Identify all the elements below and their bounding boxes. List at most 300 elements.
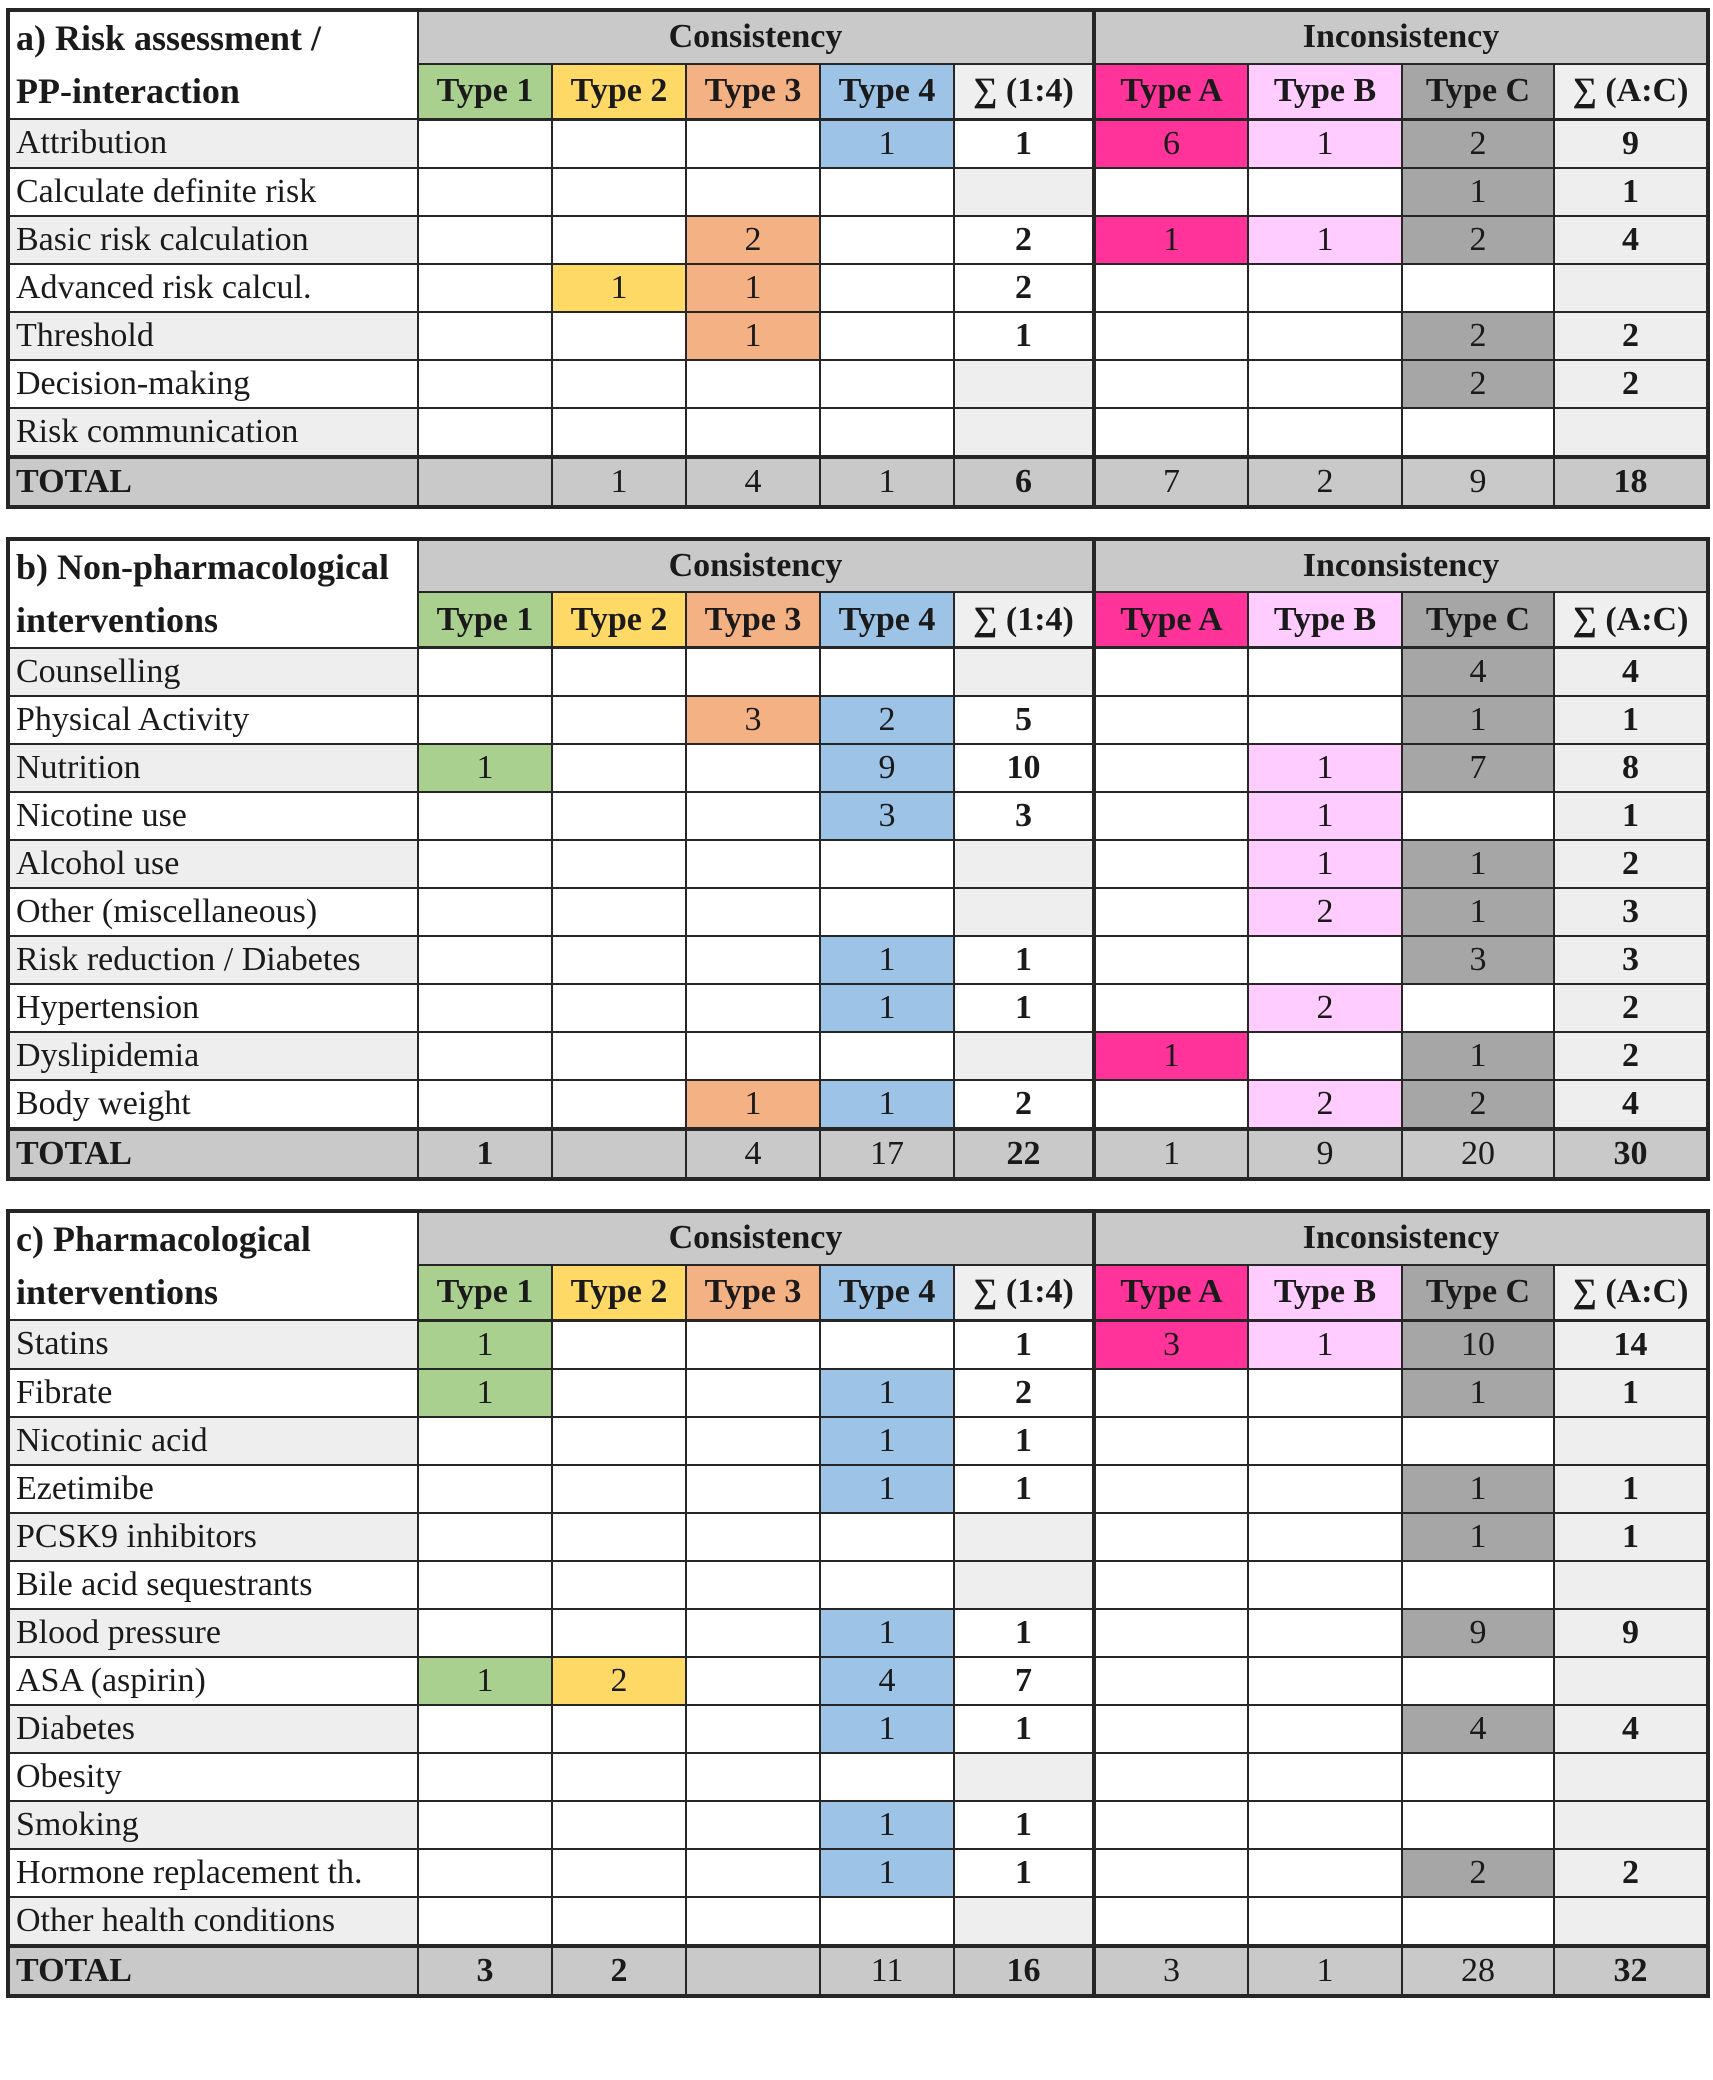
cell-type-1: [418, 888, 552, 936]
total-type-a: 3: [1094, 1946, 1248, 1996]
cell-type-2: [552, 360, 686, 408]
cell-type-2: [552, 792, 686, 840]
total-type-c: 20: [1402, 1129, 1554, 1179]
cell-type-3: [686, 1705, 820, 1753]
cell-sum-a-c: 4: [1554, 1705, 1708, 1753]
column-header-type-4: Type 4: [820, 64, 954, 119]
cell-type-b: [1248, 1609, 1402, 1657]
cell-type-c: 1: [1402, 1032, 1554, 1080]
cell-type-4: 3: [820, 792, 954, 840]
cell-type-c: [1402, 1657, 1554, 1705]
cell-type-3: [686, 1897, 820, 1946]
row-label: Dyslipidemia: [8, 1032, 418, 1080]
cell-sum-1-4: [954, 1032, 1094, 1080]
cell-type-3: [686, 792, 820, 840]
cell-type-c: 7: [1402, 744, 1554, 792]
table-row: [8, 1369, 1708, 1417]
cell-type-1: [418, 168, 552, 216]
cell-type-1: [418, 216, 552, 264]
section-table-b: [6, 537, 1710, 1182]
total-type-b: 1: [1248, 1946, 1402, 1996]
cell-type-c: 3: [1402, 936, 1554, 984]
column-header-type-4: Type 4: [820, 1265, 954, 1320]
cell-type-c: 1: [1402, 1513, 1554, 1561]
section-title-line: PP-interaction: [16, 71, 240, 111]
cell-type-3: 2: [686, 216, 820, 264]
cell-sum-a-c: 2: [1554, 312, 1708, 360]
section-title-line: c) Pharmacological: [16, 1219, 311, 1259]
inconsistency-header: Inconsistency: [1094, 539, 1708, 593]
cell-type-b: 1: [1248, 744, 1402, 792]
cell-sum-1-4: [954, 1561, 1094, 1609]
cell-type-1: [418, 984, 552, 1032]
cell-type-1: [418, 696, 552, 744]
cell-type-b: [1248, 264, 1402, 312]
cell-sum-a-c: 2: [1554, 360, 1708, 408]
total-sum-1-4: 22: [954, 1129, 1094, 1179]
row-label: Threshold: [8, 312, 418, 360]
cell-type-2: [552, 1320, 686, 1369]
cell-sum-a-c: 9: [1554, 1609, 1708, 1657]
column-header-type-3: Type 3: [686, 64, 820, 119]
cell-type-3: [686, 648, 820, 697]
cell-type-b: 2: [1248, 888, 1402, 936]
cell-type-4: [820, 168, 954, 216]
total-type-3: 4: [686, 1129, 820, 1179]
cell-type-4: [820, 1561, 954, 1609]
cell-type-b: [1248, 696, 1402, 744]
table-row: [8, 792, 1708, 840]
cell-type-b: [1248, 1705, 1402, 1753]
cell-sum-1-4: 10: [954, 744, 1094, 792]
table-row: [8, 648, 1708, 697]
total-type-4: 17: [820, 1129, 954, 1179]
cell-type-2: [552, 1801, 686, 1849]
cell-type-2: [552, 936, 686, 984]
cell-type-1: [418, 1849, 552, 1897]
total-sum-1-4: 16: [954, 1946, 1094, 1996]
cell-type-c: 2: [1402, 360, 1554, 408]
total-type-c: 9: [1402, 457, 1554, 507]
total-type-2: 1: [552, 457, 686, 507]
cell-sum-1-4: 1: [954, 1849, 1094, 1897]
cell-sum-a-c: [1554, 1753, 1708, 1801]
cell-type-4: 1: [820, 1849, 954, 1897]
cell-type-1: [418, 648, 552, 697]
cell-type-2: 1: [552, 264, 686, 312]
cell-type-3: [686, 1465, 820, 1513]
cell-type-c: [1402, 1417, 1554, 1465]
cell-type-3: [686, 1561, 820, 1609]
section-title: [8, 1211, 418, 1320]
cell-type-a: [1094, 1753, 1248, 1801]
cell-type-a: [1094, 1657, 1248, 1705]
cell-type-b: 2: [1248, 1080, 1402, 1129]
row-label: Calculate definite risk: [8, 168, 418, 216]
column-header-type-2: Type 2: [552, 64, 686, 119]
cell-sum-a-c: 1: [1554, 168, 1708, 216]
cell-type-3: [686, 1753, 820, 1801]
cell-type-4: 1: [820, 1705, 954, 1753]
cell-type-a: 1: [1094, 1032, 1248, 1080]
cell-type-a: [1094, 1369, 1248, 1417]
cell-type-c: 1: [1402, 696, 1554, 744]
row-label: Risk communication: [8, 408, 418, 457]
section-table-a: [6, 8, 1710, 509]
column-header-type-a: Type A: [1094, 1265, 1248, 1320]
table-row: [8, 1465, 1708, 1513]
cell-sum-1-4: 2: [954, 264, 1094, 312]
column-header-sum-1-4: ∑ (1:4): [954, 592, 1094, 647]
cell-sum-1-4: 5: [954, 696, 1094, 744]
column-header-sum-a-c: ∑ (A:C): [1554, 1265, 1708, 1320]
column-header-type-c: Type C: [1402, 64, 1554, 119]
cell-type-4: [820, 264, 954, 312]
row-label: Nutrition: [8, 744, 418, 792]
total-sum-a-c: 32: [1554, 1946, 1708, 1996]
cell-type-2: [552, 984, 686, 1032]
cell-type-a: 6: [1094, 119, 1248, 168]
cell-type-3: [686, 1657, 820, 1705]
cell-type-c: 2: [1402, 119, 1554, 168]
cell-type-2: [552, 1849, 686, 1897]
cell-sum-1-4: [954, 1513, 1094, 1561]
cell-sum-a-c: 4: [1554, 648, 1708, 697]
cell-sum-1-4: 3: [954, 792, 1094, 840]
cell-type-c: [1402, 792, 1554, 840]
cell-type-1: [418, 936, 552, 984]
table-row: [8, 119, 1708, 168]
column-header-type-1: Type 1: [418, 1265, 552, 1320]
cell-type-1: 1: [418, 1369, 552, 1417]
total-row: [8, 1946, 1708, 1996]
cell-type-b: 2: [1248, 984, 1402, 1032]
cell-type-c: 2: [1402, 312, 1554, 360]
total-sum-a-c: 18: [1554, 457, 1708, 507]
row-label: Hypertension: [8, 984, 418, 1032]
table-row: [8, 744, 1708, 792]
cell-type-c: [1402, 264, 1554, 312]
table-row: [8, 312, 1708, 360]
cell-type-3: [686, 936, 820, 984]
row-label: Diabetes: [8, 1705, 418, 1753]
cell-type-c: 1: [1402, 1465, 1554, 1513]
row-label: Basic risk calculation: [8, 216, 418, 264]
column-header-type-2: Type 2: [552, 1265, 686, 1320]
cell-type-a: [1094, 1417, 1248, 1465]
column-header-type-a: Type A: [1094, 592, 1248, 647]
cell-type-2: [552, 1465, 686, 1513]
row-label: Alcohol use: [8, 840, 418, 888]
cell-sum-1-4: [954, 1753, 1094, 1801]
cell-type-b: [1248, 1801, 1402, 1849]
table-row: [8, 696, 1708, 744]
section-title-line: interventions: [16, 1272, 218, 1312]
cell-sum-a-c: 1: [1554, 792, 1708, 840]
cell-type-3: 1: [686, 312, 820, 360]
cell-type-1: [418, 1032, 552, 1080]
total-type-4: 1: [820, 457, 954, 507]
consistency-header: Consistency: [418, 10, 1094, 64]
cell-type-4: 1: [820, 1369, 954, 1417]
cell-sum-1-4: 1: [954, 1609, 1094, 1657]
cell-type-b: [1248, 648, 1402, 697]
section-title: [8, 10, 418, 119]
cell-sum-a-c: 3: [1554, 888, 1708, 936]
cell-sum-1-4: [954, 168, 1094, 216]
table-row: [8, 408, 1708, 457]
cell-type-1: [418, 792, 552, 840]
cell-type-b: [1248, 168, 1402, 216]
cell-type-a: [1094, 1561, 1248, 1609]
column-header-type-a: Type A: [1094, 64, 1248, 119]
cell-type-4: 1: [820, 1417, 954, 1465]
row-label: Hormone replacement th.: [8, 1849, 418, 1897]
cell-sum-a-c: 1: [1554, 1465, 1708, 1513]
cell-type-1: [418, 1417, 552, 1465]
cell-type-b: [1248, 408, 1402, 457]
cell-sum-a-c: [1554, 408, 1708, 457]
cell-type-c: 9: [1402, 1609, 1554, 1657]
cell-sum-a-c: 2: [1554, 1849, 1708, 1897]
cell-type-2: [552, 696, 686, 744]
cell-type-2: [552, 744, 686, 792]
cell-type-1: [418, 1753, 552, 1801]
total-row: [8, 1129, 1708, 1179]
cell-type-1: 1: [418, 1657, 552, 1705]
cell-type-1: [418, 312, 552, 360]
table-row: [8, 264, 1708, 312]
cell-type-2: [552, 1417, 686, 1465]
column-header-type-3: Type 3: [686, 592, 820, 647]
cell-type-4: [820, 408, 954, 457]
total-type-2: 2: [552, 1946, 686, 1996]
total-label: TOTAL: [8, 1129, 418, 1179]
cell-sum-1-4: [954, 1897, 1094, 1946]
cell-type-a: [1094, 168, 1248, 216]
cell-type-2: [552, 1753, 686, 1801]
total-sum-a-c: 30: [1554, 1129, 1708, 1179]
cell-type-4: [820, 1753, 954, 1801]
cell-type-1: [418, 1080, 552, 1129]
cell-type-b: [1248, 1897, 1402, 1946]
cell-sum-1-4: 1: [954, 1801, 1094, 1849]
cell-sum-a-c: 14: [1554, 1320, 1708, 1369]
cell-sum-1-4: 1: [954, 1705, 1094, 1753]
cell-sum-1-4: [954, 840, 1094, 888]
cell-type-c: [1402, 1561, 1554, 1609]
cell-type-3: [686, 1801, 820, 1849]
cell-type-1: [418, 840, 552, 888]
cell-type-1: [418, 1513, 552, 1561]
cell-type-2: [552, 1609, 686, 1657]
cell-sum-a-c: 1: [1554, 1513, 1708, 1561]
cell-type-2: [552, 168, 686, 216]
cell-sum-a-c: 2: [1554, 984, 1708, 1032]
cell-type-1: [418, 360, 552, 408]
cell-type-a: [1094, 840, 1248, 888]
cell-type-3: [686, 1320, 820, 1369]
column-header-type-b: Type B: [1248, 592, 1402, 647]
total-type-a: 1: [1094, 1129, 1248, 1179]
cell-type-b: [1248, 1753, 1402, 1801]
cell-type-2: [552, 1513, 686, 1561]
cell-type-1: [418, 1801, 552, 1849]
cell-sum-a-c: 4: [1554, 216, 1708, 264]
cell-sum-a-c: 2: [1554, 1032, 1708, 1080]
table-row: [8, 1657, 1708, 1705]
table-row: [8, 840, 1708, 888]
cell-sum-1-4: [954, 648, 1094, 697]
cell-type-3: [686, 1849, 820, 1897]
cell-type-b: [1248, 936, 1402, 984]
row-label: ASA (aspirin): [8, 1657, 418, 1705]
row-label: Risk reduction / Diabetes: [8, 936, 418, 984]
cell-type-3: [686, 1032, 820, 1080]
cell-type-c: 1: [1402, 840, 1554, 888]
cell-type-3: [686, 888, 820, 936]
cell-type-4: [820, 1032, 954, 1080]
cell-sum-a-c: 3: [1554, 936, 1708, 984]
cell-sum-1-4: 1: [954, 1320, 1094, 1369]
table-row: [8, 1897, 1708, 1946]
cell-sum-a-c: [1554, 264, 1708, 312]
cell-type-3: [686, 1513, 820, 1561]
cell-type-4: 4: [820, 1657, 954, 1705]
cell-type-1: [418, 264, 552, 312]
cell-type-3: 3: [686, 696, 820, 744]
cell-type-4: [820, 1320, 954, 1369]
table-row: [8, 1705, 1708, 1753]
cell-sum-a-c: [1554, 1657, 1708, 1705]
cell-type-a: [1094, 984, 1248, 1032]
table-row: [8, 1080, 1708, 1129]
cell-type-3: [686, 1417, 820, 1465]
row-label: Smoking: [8, 1801, 418, 1849]
consistency-header: Consistency: [418, 1211, 1094, 1265]
cell-sum-1-4: [954, 360, 1094, 408]
cell-type-b: [1248, 1417, 1402, 1465]
cell-type-c: 1: [1402, 888, 1554, 936]
row-label: Blood pressure: [8, 1609, 418, 1657]
cell-type-b: 1: [1248, 792, 1402, 840]
row-label: Counselling: [8, 648, 418, 697]
cell-type-4: [820, 1897, 954, 1946]
cell-type-4: 1: [820, 984, 954, 1032]
inconsistency-header: Inconsistency: [1094, 10, 1708, 64]
cell-sum-a-c: 1: [1554, 696, 1708, 744]
cell-type-b: [1248, 360, 1402, 408]
cell-type-2: [552, 1369, 686, 1417]
cell-type-a: 1: [1094, 216, 1248, 264]
cell-type-2: [552, 648, 686, 697]
total-label: TOTAL: [8, 457, 418, 507]
cell-type-1: [418, 1561, 552, 1609]
cell-sum-1-4: 1: [954, 119, 1094, 168]
cell-type-2: [552, 1080, 686, 1129]
cell-type-1: [418, 1609, 552, 1657]
column-header-type-c: Type C: [1402, 1265, 1554, 1320]
row-label: Bile acid sequestrants: [8, 1561, 418, 1609]
cell-type-4: [820, 840, 954, 888]
cell-sum-1-4: [954, 408, 1094, 457]
cell-type-2: [552, 119, 686, 168]
row-label: Other (miscellaneous): [8, 888, 418, 936]
cell-type-c: [1402, 1801, 1554, 1849]
cell-type-2: [552, 1705, 686, 1753]
cell-sum-1-4: 1: [954, 984, 1094, 1032]
cell-type-4: [820, 1513, 954, 1561]
cell-type-3: [686, 1369, 820, 1417]
section-title-line: interventions: [16, 599, 218, 640]
total-type-4: 11: [820, 1946, 954, 1996]
total-type-1: 3: [418, 1946, 552, 1996]
table-row: [8, 1561, 1708, 1609]
cell-type-a: [1094, 1465, 1248, 1513]
cell-type-3: [686, 168, 820, 216]
cell-sum-a-c: 9: [1554, 119, 1708, 168]
cell-type-1: [418, 1897, 552, 1946]
table-row: [8, 1320, 1708, 1369]
table-row: [8, 1801, 1708, 1849]
cell-type-a: [1094, 1801, 1248, 1849]
cell-sum-1-4: 1: [954, 1417, 1094, 1465]
cell-type-4: [820, 648, 954, 697]
cell-type-2: [552, 888, 686, 936]
column-header-sum-1-4: ∑ (1:4): [954, 1265, 1094, 1320]
table-row: [8, 1032, 1708, 1080]
cell-sum-1-4: 2: [954, 1369, 1094, 1417]
cell-sum-1-4: 7: [954, 1657, 1094, 1705]
cell-sum-a-c: [1554, 1801, 1708, 1849]
cell-type-2: [552, 216, 686, 264]
row-label: Other health conditions: [8, 1897, 418, 1946]
total-type-2: [552, 1129, 686, 1179]
total-sum-1-4: 6: [954, 457, 1094, 507]
column-header-type-c: Type C: [1402, 592, 1554, 647]
table-row: [8, 1849, 1708, 1897]
table-row: [8, 216, 1708, 264]
cell-type-c: [1402, 408, 1554, 457]
row-label: Ezetimibe: [8, 1465, 418, 1513]
cell-type-4: 1: [820, 936, 954, 984]
cell-type-4: [820, 360, 954, 408]
section-title-line: a) Risk assessment /: [16, 18, 322, 58]
cell-sum-a-c: [1554, 1561, 1708, 1609]
total-type-a: 7: [1094, 457, 1248, 507]
cell-type-a: [1094, 408, 1248, 457]
cell-type-c: [1402, 1897, 1554, 1946]
cell-type-4: 1: [820, 1465, 954, 1513]
cell-sum-1-4: 1: [954, 936, 1094, 984]
cell-type-4: 1: [820, 1080, 954, 1129]
cell-sum-a-c: 2: [1554, 840, 1708, 888]
cell-type-b: [1248, 1369, 1402, 1417]
total-type-1: [418, 457, 552, 507]
cell-type-a: [1094, 264, 1248, 312]
cell-type-4: [820, 888, 954, 936]
cell-type-4: 9: [820, 744, 954, 792]
cell-type-3: [686, 360, 820, 408]
cell-type-b: [1248, 1465, 1402, 1513]
cell-type-b: [1248, 1032, 1402, 1080]
total-type-1: 1: [418, 1129, 552, 1179]
column-header-type-2: Type 2: [552, 592, 686, 647]
cell-type-a: [1094, 1513, 1248, 1561]
cell-type-a: [1094, 744, 1248, 792]
cell-type-4: 2: [820, 696, 954, 744]
cell-type-3: 1: [686, 1080, 820, 1129]
